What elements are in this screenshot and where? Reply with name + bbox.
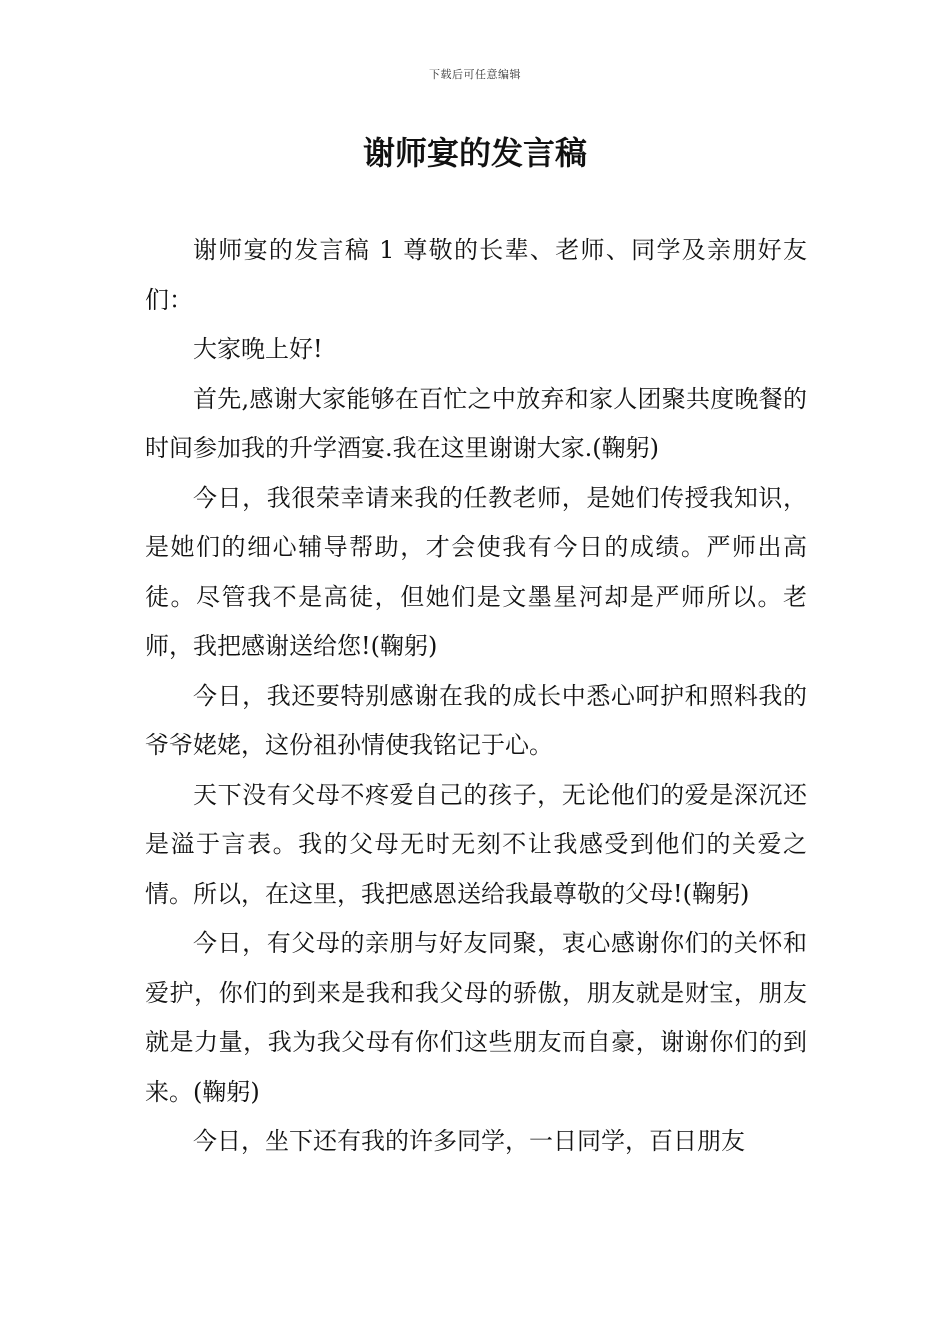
paragraph: 大家晚上好! [193,335,323,363]
paragraph: 天下没有父母不疼爱自己的孩子，无论他们的爱是深沉还是溢于言表。我的父母无时无刻不让我感受到他们的关爱之情。所以，在这里，我把感恩送给我最尊敬的父母!(鞠躬) [145,780,807,908]
header-note: 下载后可任意编辑 [429,68,521,81]
document-body [145,226,807,1167]
document-title: 谢师宴的发言稿 [362,134,587,172]
paragraph: 谢师宴的发言稿 1 尊敬的长辈、老师、同学及亲朋好友们： [145,236,807,314]
paragraph: 今日，我还要特别感谢在我的成长中悉心呵护和照料我的爷爷姥姥，这份祖孙情使我铭记于心。 [145,681,807,759]
paragraph: 今日，坐下还有我的许多同学，一日同学，百日朋友 [193,1127,745,1155]
paragraph: 今日，我很荣幸请来我的任教老师，是她们传授我知识，是她们的细心辅导帮助，才会使我有今日的成绩。严师出高徒。尽管我不是高徒，但她们是文墨星河却是严师所以。老师，我把感谢送给您!(鞠躬) [145,483,807,660]
paragraph: 首先,感谢大家能够在百忙之中放弃和家人团聚共度晚餐的时间参加我的升学酒宴.我在这里谢谢大家.(鞠躬) [145,384,807,462]
paragraph: 今日，有父母的亲朋与好友同聚，衷心感谢你们的关怀和爱护，你们的到来是我和我父母的骄傲，朋友就是财宝，朋友就是力量，我为我父母有你们这些朋友而自豪，谢谢你们的到来。(鞠躬) [145,929,807,1106]
